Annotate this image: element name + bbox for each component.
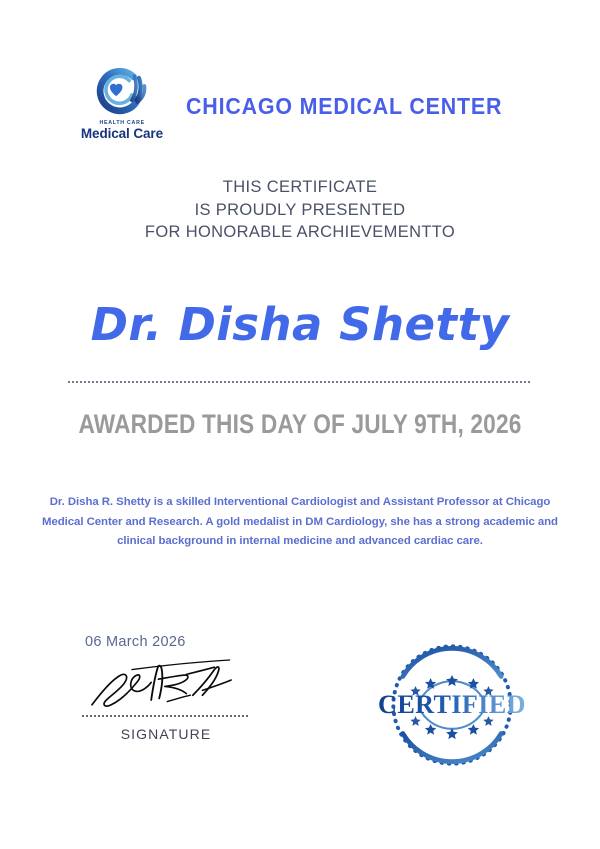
presentation-line-1: THIS CERTIFICATE bbox=[222, 178, 378, 196]
organization-logo bbox=[74, 68, 170, 141]
signature-label: SIGNATURE bbox=[120, 726, 212, 742]
logo-subtitle: HEALTH CARE bbox=[99, 119, 145, 126]
presentation-line-3: FOR HONORABLE ARCHIEVEMENTTO bbox=[144, 223, 456, 242]
recipient-name: Dr. Disha Shetty bbox=[90, 298, 510, 351]
certified-seal bbox=[372, 640, 532, 770]
certificate-header bbox=[0, 68, 600, 141]
presentation-line-2: IS PROUDLY PRESENTED bbox=[194, 200, 406, 219]
presentation-block bbox=[0, 176, 600, 244]
dotted-divider bbox=[68, 381, 530, 383]
seal-text: CERTIFIED bbox=[378, 689, 526, 719]
handwritten-signature-icon bbox=[84, 655, 244, 713]
logo-name: Medical Care bbox=[80, 126, 163, 142]
award-date-line: AWARDED THIS DAY OF JULY 9TH, 2026 bbox=[78, 409, 522, 439]
citation-paragraph: Dr. Disha R. Shetty is a skilled Interventional Cardiologist and Assistant Professor at Chicago Medical Center and Research. A gold medalist in DM Cardiology, she has a strong academic and clinical background in internal medicine and advanced cardiac care. bbox=[42, 496, 558, 548]
signature-rule bbox=[82, 715, 250, 717]
heart-in-hands-circle-logo-icon bbox=[93, 68, 151, 120]
signature-date: 06 March 2026 bbox=[85, 634, 186, 650]
organization-title: CHICAGO MEDICAL CENTER bbox=[185, 93, 503, 120]
signature-block bbox=[82, 634, 257, 742]
